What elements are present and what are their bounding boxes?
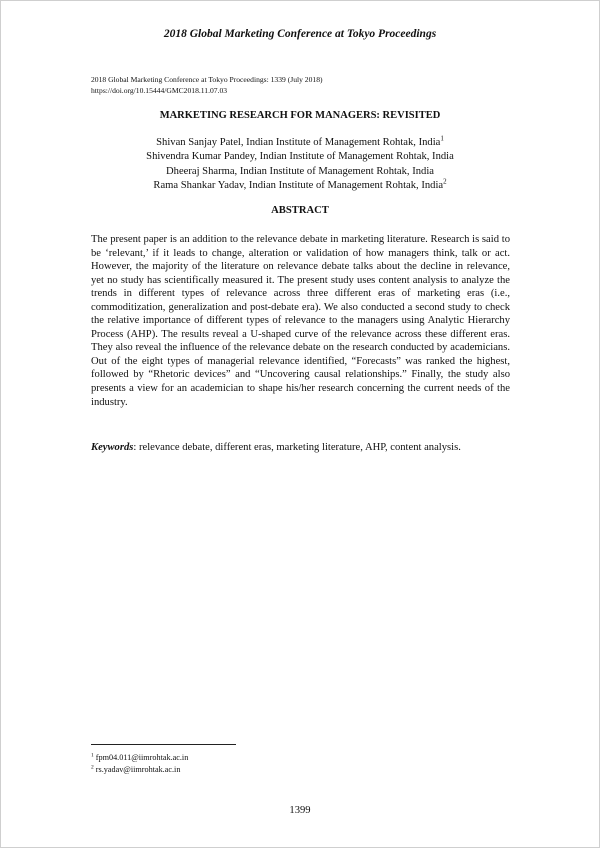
keywords-label: Keywords	[91, 442, 134, 453]
author-line	[0, 179, 600, 193]
author-name: Rama Shankar Yadav, Indian Institute of Management Rohtak, India	[153, 179, 444, 191]
author-name: Shivan Sanjay Patel, Indian Institute of Management Rohtak, India	[156, 137, 441, 148]
author-name: Shivendra Kumar Pandey, Indian Institute of Management Rohtak, India	[146, 151, 454, 163]
footnote-marker: 1	[91, 752, 94, 759]
footnote-item	[91, 752, 188, 764]
running-header: 2018 Global Marketing Conference at Tokyo Proceedings	[163, 28, 437, 40]
citation-line: 2018 Global Marketing Conference at Tokyo Proceedings: 1339 (July 2018)	[91, 75, 323, 84]
abstract-heading: ABSTRACT	[271, 205, 329, 216]
footnote-marker: 2	[443, 177, 447, 186]
footnote-divider	[91, 744, 236, 745]
citation-block	[91, 74, 323, 96]
author-line	[0, 136, 600, 150]
abstract-text: The present paper is an addition to the relevance debate in marketing literature. Research is said to be ‘relevant,’ if it leads to change, alteration or validation of how managers think, talk or act. However, the majority of the literature on relevance debate talks about the decline in relevance, yet no study has scientifically measured it. The present study uses content analysis to analyze the trends in different types of relevance across three different eras of marketing eras (i.e., commoditization, generalization and post-debate era). We also conducted a second study to check the relative importance of different types of relevance to the managers using Analytic Hierarchy Process (AHP). The results reveal a U-shaped curve of the relevance across these different eras. They also reveal the influence of the relevance debate on the research conducted by academicians. Out of the eight types of managerial relevance identified, “Forecasts” was ranked the highest, followed by “Rhetoric devices” and “Uncovering causal relationships.” Finally, the study also presents a view for an academician to shape his/her research concerning the current needs of the industry.	[91, 234, 510, 408]
paper-title: MARKETING RESEARCH FOR MANAGERS: REVISITED	[159, 110, 441, 121]
footnotes	[91, 752, 188, 775]
footnote-marker: 2	[91, 763, 94, 770]
page-number: 1399	[289, 805, 311, 816]
footnote-email[interactable]: fpm04.011@iimrohtak.ac.in	[93, 753, 189, 762]
keywords-text: : relevance debate, different eras, marketing literature, AHP, content analysis.	[133, 442, 461, 453]
keywords-paragraph	[91, 441, 510, 455]
footnote-item	[91, 764, 188, 776]
doi-link[interactable]: https://doi.org/10.15444/GMC2018.11.07.03	[91, 86, 228, 95]
author-name: Dheeraj Sharma, Indian Institute of Management Rohtak, India	[166, 165, 434, 177]
author-list	[0, 136, 600, 193]
author-line	[0, 150, 600, 164]
author-line	[0, 165, 600, 179]
footnote-marker: 1	[440, 134, 444, 143]
footnote-email[interactable]: rs.yadav@iimrohtak.ac.in	[93, 764, 181, 774]
